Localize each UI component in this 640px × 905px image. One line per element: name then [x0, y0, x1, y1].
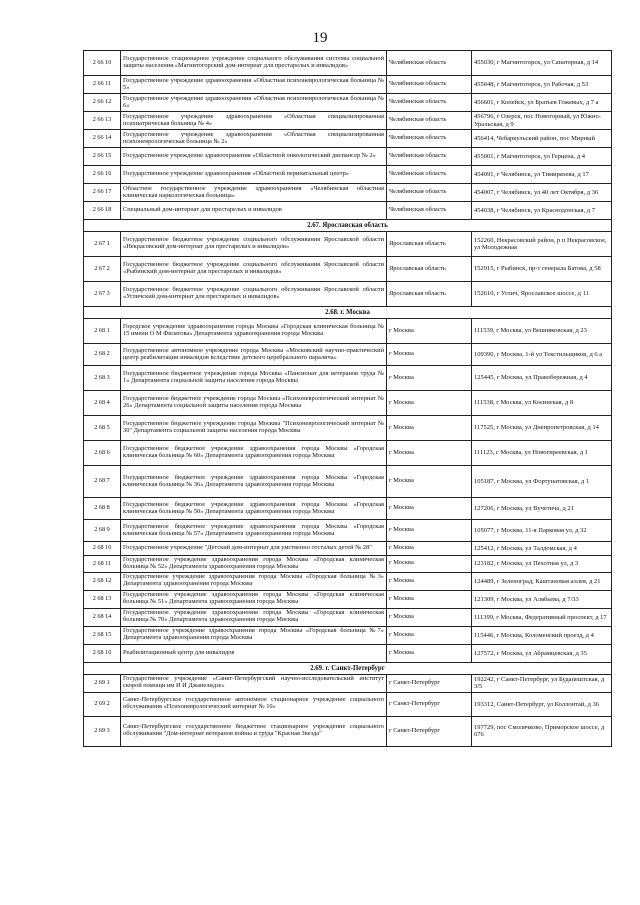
table-row	[84, 572, 612, 590]
row-number: 2 68 10	[84, 542, 121, 556]
table-row	[84, 644, 612, 662]
table-row	[84, 319, 612, 344]
table-row	[84, 112, 612, 130]
table-row	[84, 51, 612, 76]
address: 456796, г Озерск, пос Новогорный, ул Южно-Уральская, д 9	[472, 112, 612, 130]
region-name: г Москва	[387, 644, 472, 662]
table-row	[84, 556, 612, 573]
address: 127206, г Москва, ул Вучетича, д 21	[472, 498, 612, 520]
row-number: 2 68 15	[84, 626, 121, 644]
row-number: 2 68 14	[84, 608, 121, 626]
row-number: 2 68 4	[84, 391, 121, 416]
row-number: 2 68 3	[84, 366, 121, 391]
region-name: г Санкт-Петербург	[387, 692, 472, 716]
institution-name: Государственное бюджетное учреждение города Москвы "Психоневрологический интернат № 30" Департамента социальной защиты населения города Москвы	[121, 416, 387, 441]
address: 121309, г Москва, ул Алябьева, д 7/33	[472, 590, 612, 608]
institution-name: Государственное учреждение здравоохранения города Москвы «Городская клиническая больница № 51» Департамента здравоохранения города Москвы	[121, 590, 387, 608]
table-row	[84, 498, 612, 520]
region-name: г Москва	[387, 498, 472, 520]
institution-name: Государственное учреждение здравоохранения города Москвы «Городская больница №3» Департамента здравоохранения города Москвы	[121, 572, 387, 590]
address: 115446, г Москва, Коломенский проезд, д 4	[472, 626, 612, 644]
institution-name: Городское учреждение здравоохранения города Москвы «Городская клиническая больница № 15 имени О М Филатова» Департамента здравоохранения города Москвы	[121, 319, 387, 344]
table-row	[84, 590, 612, 608]
region-name: г Санкт-Петербург	[387, 674, 472, 692]
region-name: г Москва	[387, 366, 472, 391]
region-name: Челябинская область	[387, 148, 472, 166]
row-number: 2 66 13	[84, 112, 121, 130]
institution-name: Государственное бюджетное учреждение социального обслуживания Ярославской области «Некрасовский дом-интернат для престарелых и инвалидов»	[121, 232, 387, 257]
row-number: 2 66 14	[84, 130, 121, 148]
address: 456601, г Копейск, ул Братьев Гожевых, д 7 а	[472, 94, 612, 112]
institution-name: Государственное бюджетное учреждение города Москвы «Психоневрологический интернат № 26» Департамента социальной защиты населения города Москвы	[121, 391, 387, 416]
row-number: 2 67 1	[84, 232, 121, 257]
row-number: 2 69 3	[84, 716, 121, 746]
table-row	[84, 366, 612, 391]
region-name: Челябинская область	[387, 51, 472, 76]
institution-name: Государственное учреждение здравоохранения «Областная психоневрологическая больница № 5»	[121, 76, 387, 94]
page-number: 19	[312, 30, 328, 46]
row-number: 2 66 17	[84, 184, 121, 202]
institution-name: Государственное бюджетное учреждение здравоохранения города Москвы «Городская клиническая больница № 50» Департамента здравоохранения города Москвы	[121, 498, 387, 520]
row-number: 2 66 16	[84, 166, 121, 184]
institution-name: Государственное бюджетное учреждение здравоохранения города Москвы «Городская клиническая больница № 57» Департамента здравоохранения города Москвы	[121, 520, 387, 542]
address: 197729, пос Смолячково, Приморское шоссе, д 676	[472, 716, 612, 746]
region-name: Челябинская область	[387, 202, 472, 220]
address: 125445, г Москва, ул Правобережная, д 4	[472, 366, 612, 391]
row-number: 2 68 1	[84, 319, 121, 344]
table-row	[84, 184, 612, 202]
table-row	[84, 716, 612, 746]
table-row	[84, 94, 612, 112]
address: 152260, Некрасовский район, р п Некрасовское, ул Молодежная	[472, 232, 612, 257]
address: 456414, Чебаркульский район, пос Мирный	[472, 130, 612, 148]
region-name: г Москва	[387, 572, 472, 590]
institution-name: Государственное учреждение здравоохранения города Москвы «Городская клиническая больница № 70» Департамента здравоохранения города Москвы	[121, 608, 387, 626]
row-number: 2 69 1	[84, 674, 121, 692]
address: 111539, г Москва, ул Вешняковская, д 23	[472, 319, 612, 344]
institution-name: Государственное бюджетное учреждение здравоохранения города Москвы «Городская клиническая больница № 36» Департамента здравоохранения города Москвы	[121, 466, 387, 498]
region-name: Челябинская область	[387, 112, 472, 130]
address: 123182, г Москва, ул Пехотная ул, д 3	[472, 556, 612, 573]
row-number: 2 68 8	[84, 498, 121, 520]
row-number: 2 68 12	[84, 572, 121, 590]
row-number: 2 68 7	[84, 466, 121, 498]
table-row	[84, 282, 612, 307]
row-number: 2 67 3	[84, 282, 121, 307]
region-name: Челябинская область	[387, 166, 472, 184]
address: 125412, г Москва, ул Талдомская, д 4	[472, 542, 612, 556]
table-row	[84, 257, 612, 282]
table-row	[84, 344, 612, 366]
region-name: г Москва	[387, 556, 472, 573]
region-name: г Москва	[387, 590, 472, 608]
region-name: Челябинская область	[387, 94, 472, 112]
section-heading	[84, 662, 612, 674]
address: 152915, г Рыбинск, пр-т генерала Батова, д 58	[472, 257, 612, 282]
institution-name: Государственное учреждение "Детский дом-интернат для умственно отсталых детей № 28"	[121, 542, 387, 556]
address: 454091, г Челябинск, ул Тимирязева, д 17	[472, 166, 612, 184]
address: 124489, г Зеленоград, Каштановая аллея, д 21	[472, 572, 612, 590]
table-row	[84, 76, 612, 94]
region-name: г Москва	[387, 520, 472, 542]
institution-name: Государственное учреждение здравоохранения «Областной онкологический диспансер № 2»	[121, 148, 387, 166]
row-number: 2 66 15	[84, 148, 121, 166]
region-name: г Санкт-Петербург	[387, 716, 472, 746]
region-name: Ярославская область	[387, 257, 472, 282]
table-row	[84, 166, 612, 184]
region-name: г Москва	[387, 542, 472, 556]
region-name: Челябинская область	[387, 130, 472, 148]
address: 455030, г Магнитогорск, ул Санаторная, д 14	[472, 51, 612, 76]
row-number: 2 66 11	[84, 76, 121, 94]
row-number: 2 68 5	[84, 416, 121, 441]
region-name: г Москва	[387, 626, 472, 644]
region-name: Ярославская область	[387, 282, 472, 307]
institution-name: Санкт-Петербургское государственное автономное стационарное учреждение социального обслуживания «Психоневрологический интернат № 10»	[121, 692, 387, 716]
address: 111399, г Москва, Федеративный проспект, д 17	[472, 608, 612, 626]
table-row	[84, 608, 612, 626]
address: 454007, г Челябинск, ул 40 лет Октября, д 36	[472, 184, 612, 202]
table-row	[84, 542, 612, 556]
address: 192242, г Санкт-Петербург, ул Будапештская, д 3/5	[472, 674, 612, 692]
row-number: 2 67 2	[84, 257, 121, 282]
institution-name: Государственное бюджетное учреждение здравоохранения города Москвы «Городская клиническая больница № 60» Департамента здравоохранения города Москвы	[121, 441, 387, 466]
address: 152610, г Углич, Ярославское шоссе, д 11	[472, 282, 612, 307]
table-row	[84, 416, 612, 441]
region-name: Челябинская область	[387, 184, 472, 202]
row-number: 2 66 12	[84, 94, 121, 112]
address: 117525, г Москва, ул Днепропетровская, д 14	[472, 416, 612, 441]
institution-name: Государственное учреждение здравоохранения города Москвы «Городская больница №7» Департамента здравоохранения города Москвы	[121, 626, 387, 644]
institution-name: Государственное бюджетное учреждение города Москвы «Пансионат для ветеранов труда № 1» Департамента социальной защиты населения города Москвы	[121, 366, 387, 391]
table-row	[84, 520, 612, 542]
region-name: Челябинская область	[387, 76, 472, 94]
table-row	[84, 466, 612, 498]
institution-name: Областное государственное учреждение здравоохранения «Челябинская областная клиническая наркологическая больница»	[121, 184, 387, 202]
region-name: г Москва	[387, 319, 472, 344]
table-row	[84, 674, 612, 692]
table-row	[84, 626, 612, 644]
address: 454038, г Челябинск, ул Краснодонская, д 7	[472, 202, 612, 220]
table-row	[84, 441, 612, 466]
institution-name: Санкт-Петербургское государственное бюджетное стационарное учреждение социального обслуживания "Дом-интернат ветеранов войны и труда "Красная Звезда"	[121, 716, 387, 746]
section-heading	[84, 220, 612, 232]
address: 193312, Санкт-Петербург, ул Коллонтай, д 36	[472, 692, 612, 716]
institution-name: Государственное учреждение здравоохранения «Областная психоневрологическая больница № 6»	[121, 94, 387, 112]
institution-name: Государственное стационарное учреждение социального обслуживания системы социальной защиты населения «Магнитогорский дом-интернат для престарелых и инвалидов»	[121, 51, 387, 76]
address: 455048, г Магнитогорск, ул Рабочая, д 53	[472, 76, 612, 94]
table-row	[84, 692, 612, 716]
region-name: г Москва	[387, 608, 472, 626]
registry-table	[83, 50, 612, 747]
row-number: 2 68 6	[84, 441, 121, 466]
institution-name: Специальный дом-интернат для престарелых и инвалидов	[121, 202, 387, 220]
institution-name: Государственное бюджетное учреждение социального обслуживания Ярославской области «Рыбинский дом-интернат для престарелых и инвалидов»	[121, 257, 387, 282]
institution-name: Государственное учреждение здравоохранения города Москвы «Городская клиническая больница № 52» Департамента здравоохранения города Москвы	[121, 556, 387, 573]
region-name: Ярославская область	[387, 232, 472, 257]
address: 455001, г Магнитогорск, ул Герцена, д 4	[472, 148, 612, 166]
row-number: 2 68 11	[84, 556, 121, 573]
address: 127572, г Москва, ул Абрамцевская, д 35	[472, 644, 612, 662]
row-number: 2 68 16	[84, 644, 121, 662]
address: 111123, г Москва, ул Новогиреевская, д 1	[472, 441, 612, 466]
region-name: г Москва	[387, 441, 472, 466]
institution-name: Государственное автономное учреждение города Москвы «Московский научно-практический центр реабилитации инвалидов вследствие детского церебрального паралича»	[121, 344, 387, 366]
institution-name: Реабилитационный центр для инвалидов	[121, 644, 387, 662]
section-title: 2.67. Ярославская область	[84, 220, 612, 232]
table-row	[84, 232, 612, 257]
address: 105077, г Москва, 11-я Парковая ул, д 32	[472, 520, 612, 542]
row-number: 2 66 10	[84, 51, 121, 76]
table-row	[84, 130, 612, 148]
institution-name: Государственное учреждение «Санкт-Петербургский научно-исследовательский институт скорой помощи им И И Джанелидзе»	[121, 674, 387, 692]
table-row	[84, 202, 612, 220]
address: 105187, г Москва, ул Фортунатовская, д 1	[472, 466, 612, 498]
row-number: 2 66 18	[84, 202, 121, 220]
section-title: 2.69. г. Санкт-Петербург	[84, 662, 612, 674]
institution-name: Государственное учреждение здравоохранения «Областной перинатальный центр»	[121, 166, 387, 184]
row-number: 2 68 9	[84, 520, 121, 542]
table-row	[84, 148, 612, 166]
table-row	[84, 391, 612, 416]
row-number: 2 69 2	[84, 692, 121, 716]
institution-name: Государственное бюджетное учреждение социального обслуживания Ярославской области «Угличский дом-интернат для престарелых и инвалидов»	[121, 282, 387, 307]
institution-name: Государственное учреждение здравоохранения «Областная специализированная психоневрологическая больница № 2»	[121, 130, 387, 148]
region-name: г Москва	[387, 344, 472, 366]
region-name: г Москва	[387, 466, 472, 498]
address: 109390, г Москва, 1-й ул Текстильщиков, д 6 а	[472, 344, 612, 366]
row-number: 2 68 2	[84, 344, 121, 366]
row-number: 2 68 13	[84, 590, 121, 608]
address: 111538, г Москва, ул Косинская, д 8	[472, 391, 612, 416]
section-heading	[84, 307, 612, 319]
region-name: г Москва	[387, 416, 472, 441]
region-name: г Москва	[387, 391, 472, 416]
institution-name: Государственное учреждение здравоохранения «Областная специализированная психиатрическая больница № 4»	[121, 112, 387, 130]
section-title: 2.68. г. Москва	[84, 307, 612, 319]
